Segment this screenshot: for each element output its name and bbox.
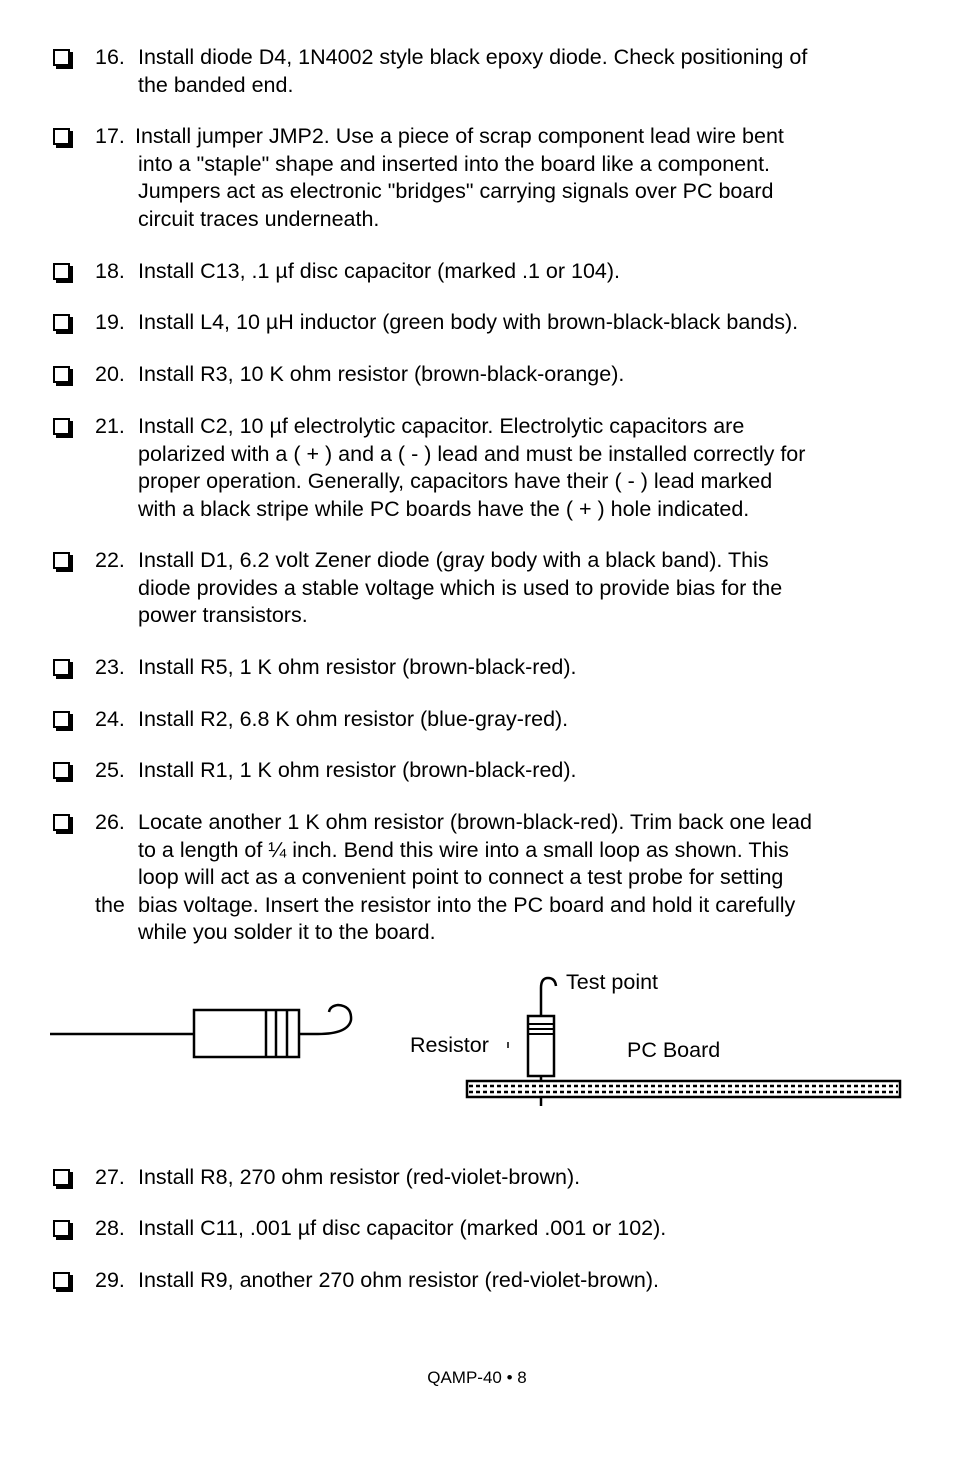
checkbox-25[interactable] <box>53 762 70 779</box>
step-number: 29. <box>95 1268 125 1292</box>
checkbox-16[interactable] <box>53 49 70 66</box>
step-line: Install R8, 270 ohm resistor (red-violet-brown). <box>138 1165 581 1189</box>
step-text <box>138 44 913 99</box>
step-line: Install diode D4, 1N4002 style black epoxy diode. Check positioning of <box>138 45 808 69</box>
step-line: Install jumper JMP2. Use a piece of scrap component lead wire bent <box>135 124 784 148</box>
step-text <box>138 258 913 286</box>
checkbox-17[interactable] <box>53 128 70 145</box>
step-line: Install L4, 10 µH inductor (green body with brown-black-black bands). <box>138 310 799 334</box>
step-number: 27. <box>95 1165 125 1189</box>
step-text <box>138 706 913 734</box>
step-line: while you solder it to the board. <box>138 920 436 944</box>
step-line: Install C2, 10 µf electrolytic capacitor. Electrolytic capacitors are <box>138 414 745 438</box>
step-line: diode provides a stable voltage which is used to provide bias for the <box>138 575 783 600</box>
step-line: Install R9, another 270 ohm resistor (red-violet-brown). <box>138 1268 659 1292</box>
step-line: Install R3, 10 K ohm resistor (brown-black-orange). <box>138 362 625 386</box>
checkbox-28[interactable] <box>53 1220 70 1237</box>
step-stray-word: the <box>95 892 125 917</box>
step-text <box>135 123 913 233</box>
step-text <box>138 361 913 389</box>
step-line: Install R5, 1 K ohm resistor (brown-black-red). <box>138 655 577 679</box>
step-number: 22. <box>95 548 125 572</box>
step-number: 24. <box>95 707 125 731</box>
checkbox-24[interactable] <box>53 711 70 728</box>
step-number: 23. <box>95 655 125 679</box>
checkbox-22[interactable] <box>53 552 70 569</box>
step-line: to a length of ¼ inch. Bend this wire into a small loop as shown. This <box>138 837 789 862</box>
step-number: 21. <box>95 414 125 438</box>
step-line: Install R2, 6.8 K ohm resistor (blue-gray-red). <box>138 707 569 731</box>
page-footer: QAMP-40 • 8 <box>427 1368 527 1387</box>
pc-board-label: PC Board <box>627 1038 721 1062</box>
step-line: bias voltage. Insert the resistor into the PC board and hold it carefully <box>138 892 796 917</box>
step-number: 28. <box>95 1216 125 1240</box>
step-text <box>138 547 913 630</box>
step-line: Locate another 1 K ohm resistor (brown-black-red). Trim back one lead <box>138 810 812 834</box>
step-line: power transistors. <box>138 603 308 627</box>
step-text <box>138 1164 913 1192</box>
step-number: 26. <box>95 810 125 834</box>
step-text <box>138 413 913 523</box>
step-line: polarized with a ( + ) and a ( - ) lead and must be installed correctly for <box>138 441 806 466</box>
step-line: Install R1, 1 K ohm resistor (brown-black-red). <box>138 758 577 782</box>
step-line: loop will act as a convenient point to connect a test probe for setting <box>138 865 784 889</box>
step-line: the banded end. <box>138 72 294 97</box>
step-line: with a black stripe while PC boards have the ( + ) hole indicated. <box>138 496 750 521</box>
checkbox-27[interactable] <box>53 1169 70 1186</box>
checkbox-19[interactable] <box>53 314 70 331</box>
step-text <box>138 1215 913 1243</box>
step-text <box>138 654 913 682</box>
step-line: proper operation. Generally, capacitors have their ( - ) lead marked <box>138 469 773 493</box>
test-point-label: Test point <box>566 970 659 994</box>
checkbox-21[interactable] <box>53 418 70 435</box>
resistor-side-view <box>50 1005 351 1057</box>
checkbox-20[interactable] <box>53 366 70 383</box>
step-line: Jumpers act as electronic "bridges" carrying signals over PC board <box>138 179 774 203</box>
step-text <box>138 309 913 337</box>
step-text <box>138 809 913 947</box>
step-line: Install C11, .001 µf disc capacitor (marked .001 or 102). <box>138 1216 667 1240</box>
step-line: circuit traces underneath. <box>138 206 380 231</box>
checkbox-23[interactable] <box>53 659 70 676</box>
step-line: Install D1, 6.2 volt Zener diode (gray body with a black band). This <box>138 548 769 572</box>
step-number: 20. <box>95 362 125 386</box>
step-number: 18. <box>95 259 125 283</box>
checkbox-26[interactable] <box>53 814 70 831</box>
step-text <box>138 1267 913 1295</box>
resistor-label: Resistor <box>410 1033 489 1057</box>
step-number: 17. <box>95 124 125 148</box>
step-number: 16. <box>95 45 125 69</box>
step-text <box>138 757 913 785</box>
step-line: into a "staple" shape and inserted into the board like a component. <box>138 151 771 176</box>
resistor-test-point-diagram <box>0 960 954 1125</box>
step-number: 19. <box>95 310 125 334</box>
checkbox-29[interactable] <box>53 1272 70 1289</box>
checkbox-18[interactable] <box>53 263 70 280</box>
step-line: Install C13, .1 µf disc capacitor (marked .1 or 104). <box>138 259 621 283</box>
step-number: 25. <box>95 758 125 782</box>
